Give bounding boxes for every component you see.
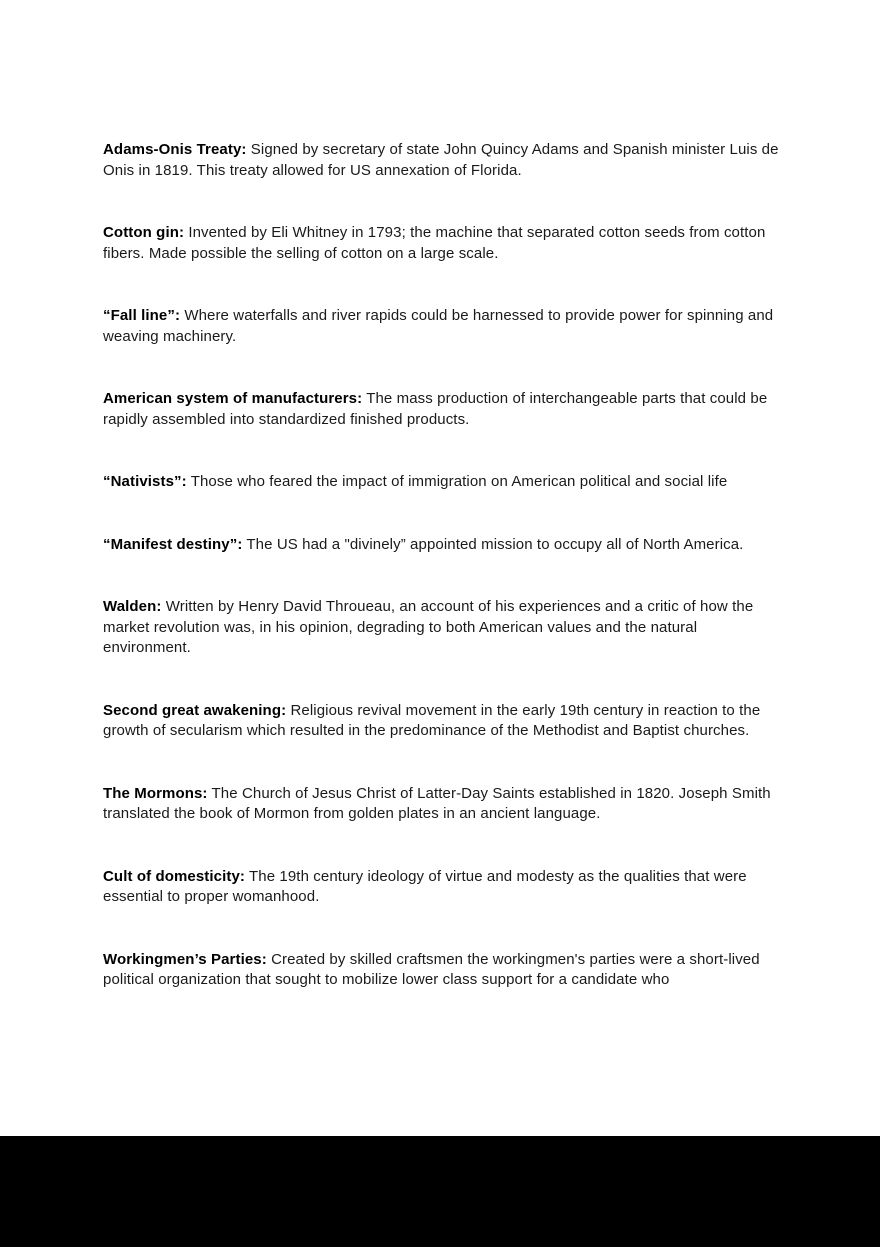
entry-definition: Created by skilled craftsmen the workingmen's parties were a short-lived political organization that sought to mobilize lower class support for a candidate who: [103, 950, 760, 988]
entry-term: Cult of domesticity:: [103, 867, 246, 885]
entry-definition: Those who feared the impact of immigration on American political and social life: [186, 473, 728, 490]
entry-term: “Manifest destiny”:: [103, 535, 243, 553]
entry-term: Adams-Onis Treaty:: [103, 141, 247, 158]
entry-term: American system of manufacturers:: [103, 390, 363, 407]
entry-definition: The Church of Jesus Christ of Latter-Day Saints established in 1820. Joseph Smith translated the book of Mormon from golden plates in an ancient language.: [103, 784, 771, 822]
glossary-entry: [103, 140, 780, 181]
glossary-entry: [103, 597, 780, 659]
glossary-entry: [103, 535, 780, 556]
entry-definition: The US had a "divinely” appointed mission to occupy all of North America.: [242, 535, 744, 553]
entry-definition: The mass production of interchangeable parts that could be rapidly assembled into standardized finished products.: [103, 390, 768, 428]
entry-term: Cotton gin:: [103, 224, 185, 241]
entry-definition: The 19th century ideology of virtue and modesty as the qualities that were essential to proper womanhood.: [103, 867, 747, 905]
glossary-entry: [103, 950, 780, 991]
entry-term: “Fall line”:: [103, 307, 181, 324]
entry-definition: Written by Henry David Throueau, an account of his experiences and a critic of how the market revolution was, in his opinion, degrading to both American values and the natural environment.: [103, 598, 754, 656]
glossary-entry: [103, 389, 780, 430]
glossary-entry: [103, 701, 780, 742]
entry-definition: Invented by Eli Whitney in 1793; the machine that separated cotton seeds from cotton fibers. Made possible the selling of cotton on a large scale.: [103, 224, 766, 262]
glossary-entry: [103, 472, 780, 493]
entry-term: Second great awakening:: [103, 701, 287, 719]
entry-definition: Signed by secretary of state John Quincy Adams and Spanish minister Luis de Onis in 1819. This treaty allowed for US annexation of Florida.: [103, 141, 779, 179]
glossary-entry: [103, 867, 780, 908]
glossary-entry: [103, 784, 780, 825]
entry-definition: Where waterfalls and river rapids could be harnessed to provide power for spinning and weaving machinery.: [103, 307, 774, 345]
glossary-entry: [103, 306, 780, 347]
entry-definition: Religious revival movement in the early 19th century in reaction to the growth of secularism which resulted in the predominance of the Methodist and Baptist churches.: [103, 701, 761, 739]
page-background-gap: [0, 1136, 880, 1247]
entry-term: “Nativists”:: [103, 473, 187, 490]
entry-term: Workingmen’s Parties:: [103, 950, 267, 968]
entry-term: The Mormons:: [103, 784, 208, 802]
entry-term: Walden:: [103, 598, 162, 615]
glossary-entry: [103, 223, 780, 264]
